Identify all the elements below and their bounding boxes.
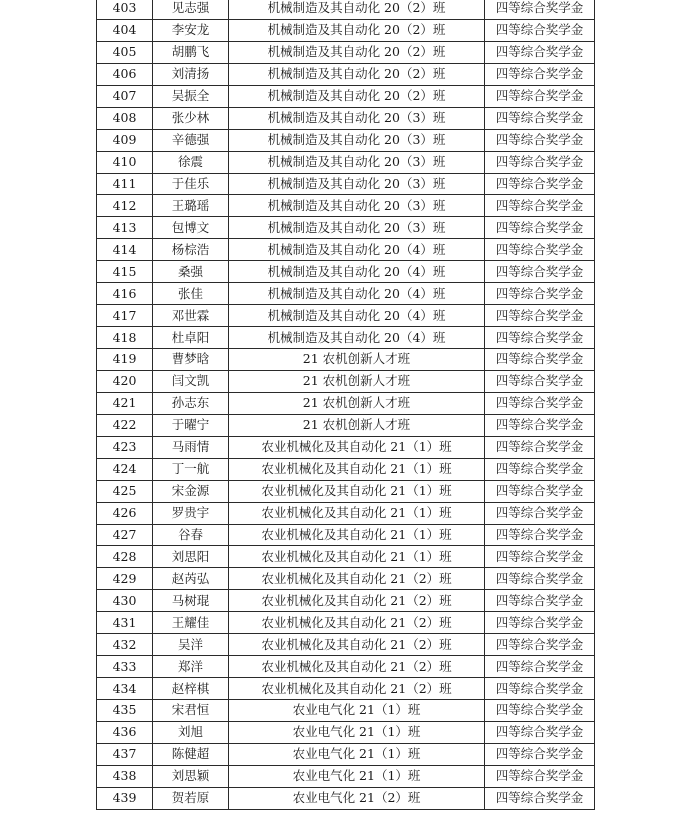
row-number-cell: 412 [97, 195, 153, 217]
table-row [97, 392, 595, 414]
table-row [97, 502, 595, 524]
student-name-cell: 曹梦晗 [153, 349, 229, 371]
student-name-cell: 郑洋 [153, 656, 229, 678]
table-row [97, 590, 595, 612]
row-number-cell: 428 [97, 546, 153, 568]
student-name-cell: 王璐瑶 [153, 195, 229, 217]
row-number-cell: 403 [97, 0, 153, 19]
row-number-cell: 422 [97, 414, 153, 436]
class-name-cell: 农业电气化 21（2）班 [229, 787, 485, 809]
award-type-cell: 四等综合奖学金 [485, 305, 595, 327]
class-name-cell: 机械制造及其自动化 20（4）班 [229, 283, 485, 305]
class-name-cell: 农业机械化及其自动化 21（1）班 [229, 480, 485, 502]
award-type-cell: 四等综合奖学金 [485, 85, 595, 107]
table-row [97, 678, 595, 700]
award-type-cell: 四等综合奖学金 [485, 590, 595, 612]
student-name-cell: 吴振全 [153, 85, 229, 107]
student-name-cell: 桑强 [153, 261, 229, 283]
table-row [97, 458, 595, 480]
class-name-cell: 农业机械化及其自动化 21（2）班 [229, 612, 485, 634]
table-row [97, 634, 595, 656]
award-type-cell: 四等综合奖学金 [485, 19, 595, 41]
award-type-cell: 四等综合奖学金 [485, 414, 595, 436]
class-name-cell: 机械制造及其自动化 20（4）班 [229, 261, 485, 283]
row-number-cell: 421 [97, 392, 153, 414]
table-row [97, 765, 595, 787]
award-type-cell: 四等综合奖学金 [485, 173, 595, 195]
table-row [97, 721, 595, 743]
award-type-cell: 四等综合奖学金 [485, 370, 595, 392]
student-name-cell: 徐震 [153, 151, 229, 173]
row-number-cell: 404 [97, 19, 153, 41]
table-row [97, 480, 595, 502]
class-name-cell: 农业电气化 21（1）班 [229, 743, 485, 765]
award-type-cell: 四等综合奖学金 [485, 0, 595, 19]
student-name-cell: 杜卓阳 [153, 327, 229, 349]
row-number-cell: 439 [97, 787, 153, 809]
student-name-cell: 刘思颖 [153, 765, 229, 787]
student-name-cell: 杨棕浩 [153, 239, 229, 261]
class-name-cell: 农业机械化及其自动化 21（2）班 [229, 590, 485, 612]
table-row [97, 261, 595, 283]
table-row [97, 0, 595, 19]
award-type-cell: 四等综合奖学金 [485, 721, 595, 743]
student-name-cell: 谷春 [153, 524, 229, 546]
table-row [97, 370, 595, 392]
table-row [97, 173, 595, 195]
student-name-cell: 孙志东 [153, 392, 229, 414]
row-number-cell: 434 [97, 678, 153, 700]
student-name-cell: 于曜宁 [153, 414, 229, 436]
award-type-cell: 四等综合奖学金 [485, 787, 595, 809]
class-name-cell: 农业电气化 21（1）班 [229, 721, 485, 743]
row-number-cell: 407 [97, 85, 153, 107]
row-number-cell: 425 [97, 480, 153, 502]
student-name-cell: 于佳乐 [153, 173, 229, 195]
table-row [97, 524, 595, 546]
award-type-cell: 四等综合奖学金 [485, 502, 595, 524]
row-number-cell: 427 [97, 524, 153, 546]
table-row [97, 305, 595, 327]
award-type-cell: 四等综合奖学金 [485, 568, 595, 590]
row-number-cell: 429 [97, 568, 153, 590]
table-row [97, 700, 595, 722]
row-number-cell: 406 [97, 63, 153, 85]
row-number-cell: 419 [97, 349, 153, 371]
student-name-cell: 刘思阳 [153, 546, 229, 568]
student-name-cell: 赵梓棋 [153, 678, 229, 700]
row-number-cell: 436 [97, 721, 153, 743]
class-name-cell: 21 农机创新人才班 [229, 349, 485, 371]
award-type-cell: 四等综合奖学金 [485, 107, 595, 129]
award-type-cell: 四等综合奖学金 [485, 524, 595, 546]
student-name-cell: 见志强 [153, 0, 229, 19]
student-name-cell: 刘旭 [153, 721, 229, 743]
table-row [97, 656, 595, 678]
class-name-cell: 21 农机创新人才班 [229, 370, 485, 392]
award-type-cell: 四等综合奖学金 [485, 129, 595, 151]
table-row [97, 63, 595, 85]
student-name-cell: 贺若原 [153, 787, 229, 809]
table-row [97, 41, 595, 63]
table-row [97, 568, 595, 590]
class-name-cell: 农业机械化及其自动化 21（2）班 [229, 634, 485, 656]
row-number-cell: 437 [97, 743, 153, 765]
class-name-cell: 农业机械化及其自动化 21（1）班 [229, 436, 485, 458]
class-name-cell: 农业机械化及其自动化 21（2）班 [229, 568, 485, 590]
class-name-cell: 农业机械化及其自动化 21（2）班 [229, 656, 485, 678]
class-name-cell: 农业机械化及其自动化 21（1）班 [229, 546, 485, 568]
class-name-cell: 机械制造及其自动化 20（2）班 [229, 19, 485, 41]
student-name-cell: 辛德强 [153, 129, 229, 151]
award-type-cell: 四等综合奖学金 [485, 480, 595, 502]
table-row [97, 414, 595, 436]
student-name-cell: 马雨情 [153, 436, 229, 458]
table-row [97, 546, 595, 568]
award-type-cell: 四等综合奖学金 [485, 392, 595, 414]
student-name-cell: 邓世霖 [153, 305, 229, 327]
table-row [97, 349, 595, 371]
class-name-cell: 21 农机创新人才班 [229, 392, 485, 414]
class-name-cell: 机械制造及其自动化 20（3）班 [229, 151, 485, 173]
class-name-cell: 农业机械化及其自动化 21（1）班 [229, 502, 485, 524]
row-number-cell: 426 [97, 502, 153, 524]
award-type-cell: 四等综合奖学金 [485, 678, 595, 700]
row-number-cell: 415 [97, 261, 153, 283]
row-number-cell: 417 [97, 305, 153, 327]
table-row [97, 85, 595, 107]
row-number-cell: 435 [97, 700, 153, 722]
row-number-cell: 433 [97, 656, 153, 678]
class-name-cell: 机械制造及其自动化 20（4）班 [229, 327, 485, 349]
student-name-cell: 吴洋 [153, 634, 229, 656]
award-type-cell: 四等综合奖学金 [485, 458, 595, 480]
award-type-cell: 四等综合奖学金 [485, 743, 595, 765]
row-number-cell: 424 [97, 458, 153, 480]
student-name-cell: 胡鹏飞 [153, 41, 229, 63]
table-body [97, 0, 595, 809]
student-name-cell: 张佳 [153, 283, 229, 305]
table-row [97, 151, 595, 173]
table-row [97, 239, 595, 261]
table-row [97, 129, 595, 151]
student-name-cell: 罗贵宇 [153, 502, 229, 524]
award-type-cell: 四等综合奖学金 [485, 41, 595, 63]
student-name-cell: 闫文凯 [153, 370, 229, 392]
award-type-cell: 四等综合奖学金 [485, 349, 595, 371]
award-type-cell: 四等综合奖学金 [485, 656, 595, 678]
award-type-cell: 四等综合奖学金 [485, 239, 595, 261]
student-name-cell: 马树琨 [153, 590, 229, 612]
class-name-cell: 机械制造及其自动化 20（2）班 [229, 85, 485, 107]
award-type-cell: 四等综合奖学金 [485, 195, 595, 217]
class-name-cell: 农业电气化 21（1）班 [229, 765, 485, 787]
class-name-cell: 机械制造及其自动化 20（3）班 [229, 217, 485, 239]
award-type-cell: 四等综合奖学金 [485, 634, 595, 656]
row-number-cell: 430 [97, 590, 153, 612]
row-number-cell: 409 [97, 129, 153, 151]
award-type-cell: 四等综合奖学金 [485, 765, 595, 787]
award-type-cell: 四等综合奖学金 [485, 261, 595, 283]
row-number-cell: 411 [97, 173, 153, 195]
table-row [97, 612, 595, 634]
award-type-cell: 四等综合奖学金 [485, 436, 595, 458]
row-number-cell: 405 [97, 41, 153, 63]
table-row [97, 107, 595, 129]
table-row [97, 195, 595, 217]
scholarship-table [96, 0, 595, 810]
table-row [97, 19, 595, 41]
row-number-cell: 410 [97, 151, 153, 173]
class-name-cell: 机械制造及其自动化 20（3）班 [229, 129, 485, 151]
student-name-cell: 宋君恒 [153, 700, 229, 722]
class-name-cell: 机械制造及其自动化 20（3）班 [229, 195, 485, 217]
table-row [97, 283, 595, 305]
award-type-cell: 四等综合奖学金 [485, 283, 595, 305]
row-number-cell: 413 [97, 217, 153, 239]
award-type-cell: 四等综合奖学金 [485, 151, 595, 173]
award-type-cell: 四等综合奖学金 [485, 546, 595, 568]
table-row [97, 743, 595, 765]
row-number-cell: 418 [97, 327, 153, 349]
table-row [97, 436, 595, 458]
student-name-cell: 李安龙 [153, 19, 229, 41]
class-name-cell: 机械制造及其自动化 20（3）班 [229, 107, 485, 129]
row-number-cell: 414 [97, 239, 153, 261]
class-name-cell: 农业机械化及其自动化 21（2）班 [229, 678, 485, 700]
award-type-cell: 四等综合奖学金 [485, 612, 595, 634]
class-name-cell: 农业机械化及其自动化 21（1）班 [229, 458, 485, 480]
class-name-cell: 21 农机创新人才班 [229, 414, 485, 436]
award-type-cell: 四等综合奖学金 [485, 63, 595, 85]
student-name-cell: 张少林 [153, 107, 229, 129]
student-name-cell: 陈健超 [153, 743, 229, 765]
class-name-cell: 农业机械化及其自动化 21（1）班 [229, 524, 485, 546]
row-number-cell: 431 [97, 612, 153, 634]
student-name-cell: 丁一航 [153, 458, 229, 480]
row-number-cell: 423 [97, 436, 153, 458]
student-name-cell: 包博文 [153, 217, 229, 239]
class-name-cell: 机械制造及其自动化 20（2）班 [229, 0, 485, 19]
row-number-cell: 408 [97, 107, 153, 129]
row-number-cell: 438 [97, 765, 153, 787]
class-name-cell: 机械制造及其自动化 20（4）班 [229, 305, 485, 327]
award-type-cell: 四等综合奖学金 [485, 700, 595, 722]
table-row [97, 787, 595, 809]
award-type-cell: 四等综合奖学金 [485, 217, 595, 239]
student-name-cell: 刘清扬 [153, 63, 229, 85]
student-name-cell: 宋金源 [153, 480, 229, 502]
student-name-cell: 赵芮弘 [153, 568, 229, 590]
award-type-cell: 四等综合奖学金 [485, 327, 595, 349]
row-number-cell: 432 [97, 634, 153, 656]
class-name-cell: 机械制造及其自动化 20（3）班 [229, 173, 485, 195]
class-name-cell: 机械制造及其自动化 20（2）班 [229, 41, 485, 63]
table-row [97, 327, 595, 349]
row-number-cell: 416 [97, 283, 153, 305]
class-name-cell: 机械制造及其自动化 20（2）班 [229, 63, 485, 85]
table-row [97, 217, 595, 239]
class-name-cell: 机械制造及其自动化 20（4）班 [229, 239, 485, 261]
class-name-cell: 农业电气化 21（1）班 [229, 700, 485, 722]
row-number-cell: 420 [97, 370, 153, 392]
student-name-cell: 王耀佳 [153, 612, 229, 634]
